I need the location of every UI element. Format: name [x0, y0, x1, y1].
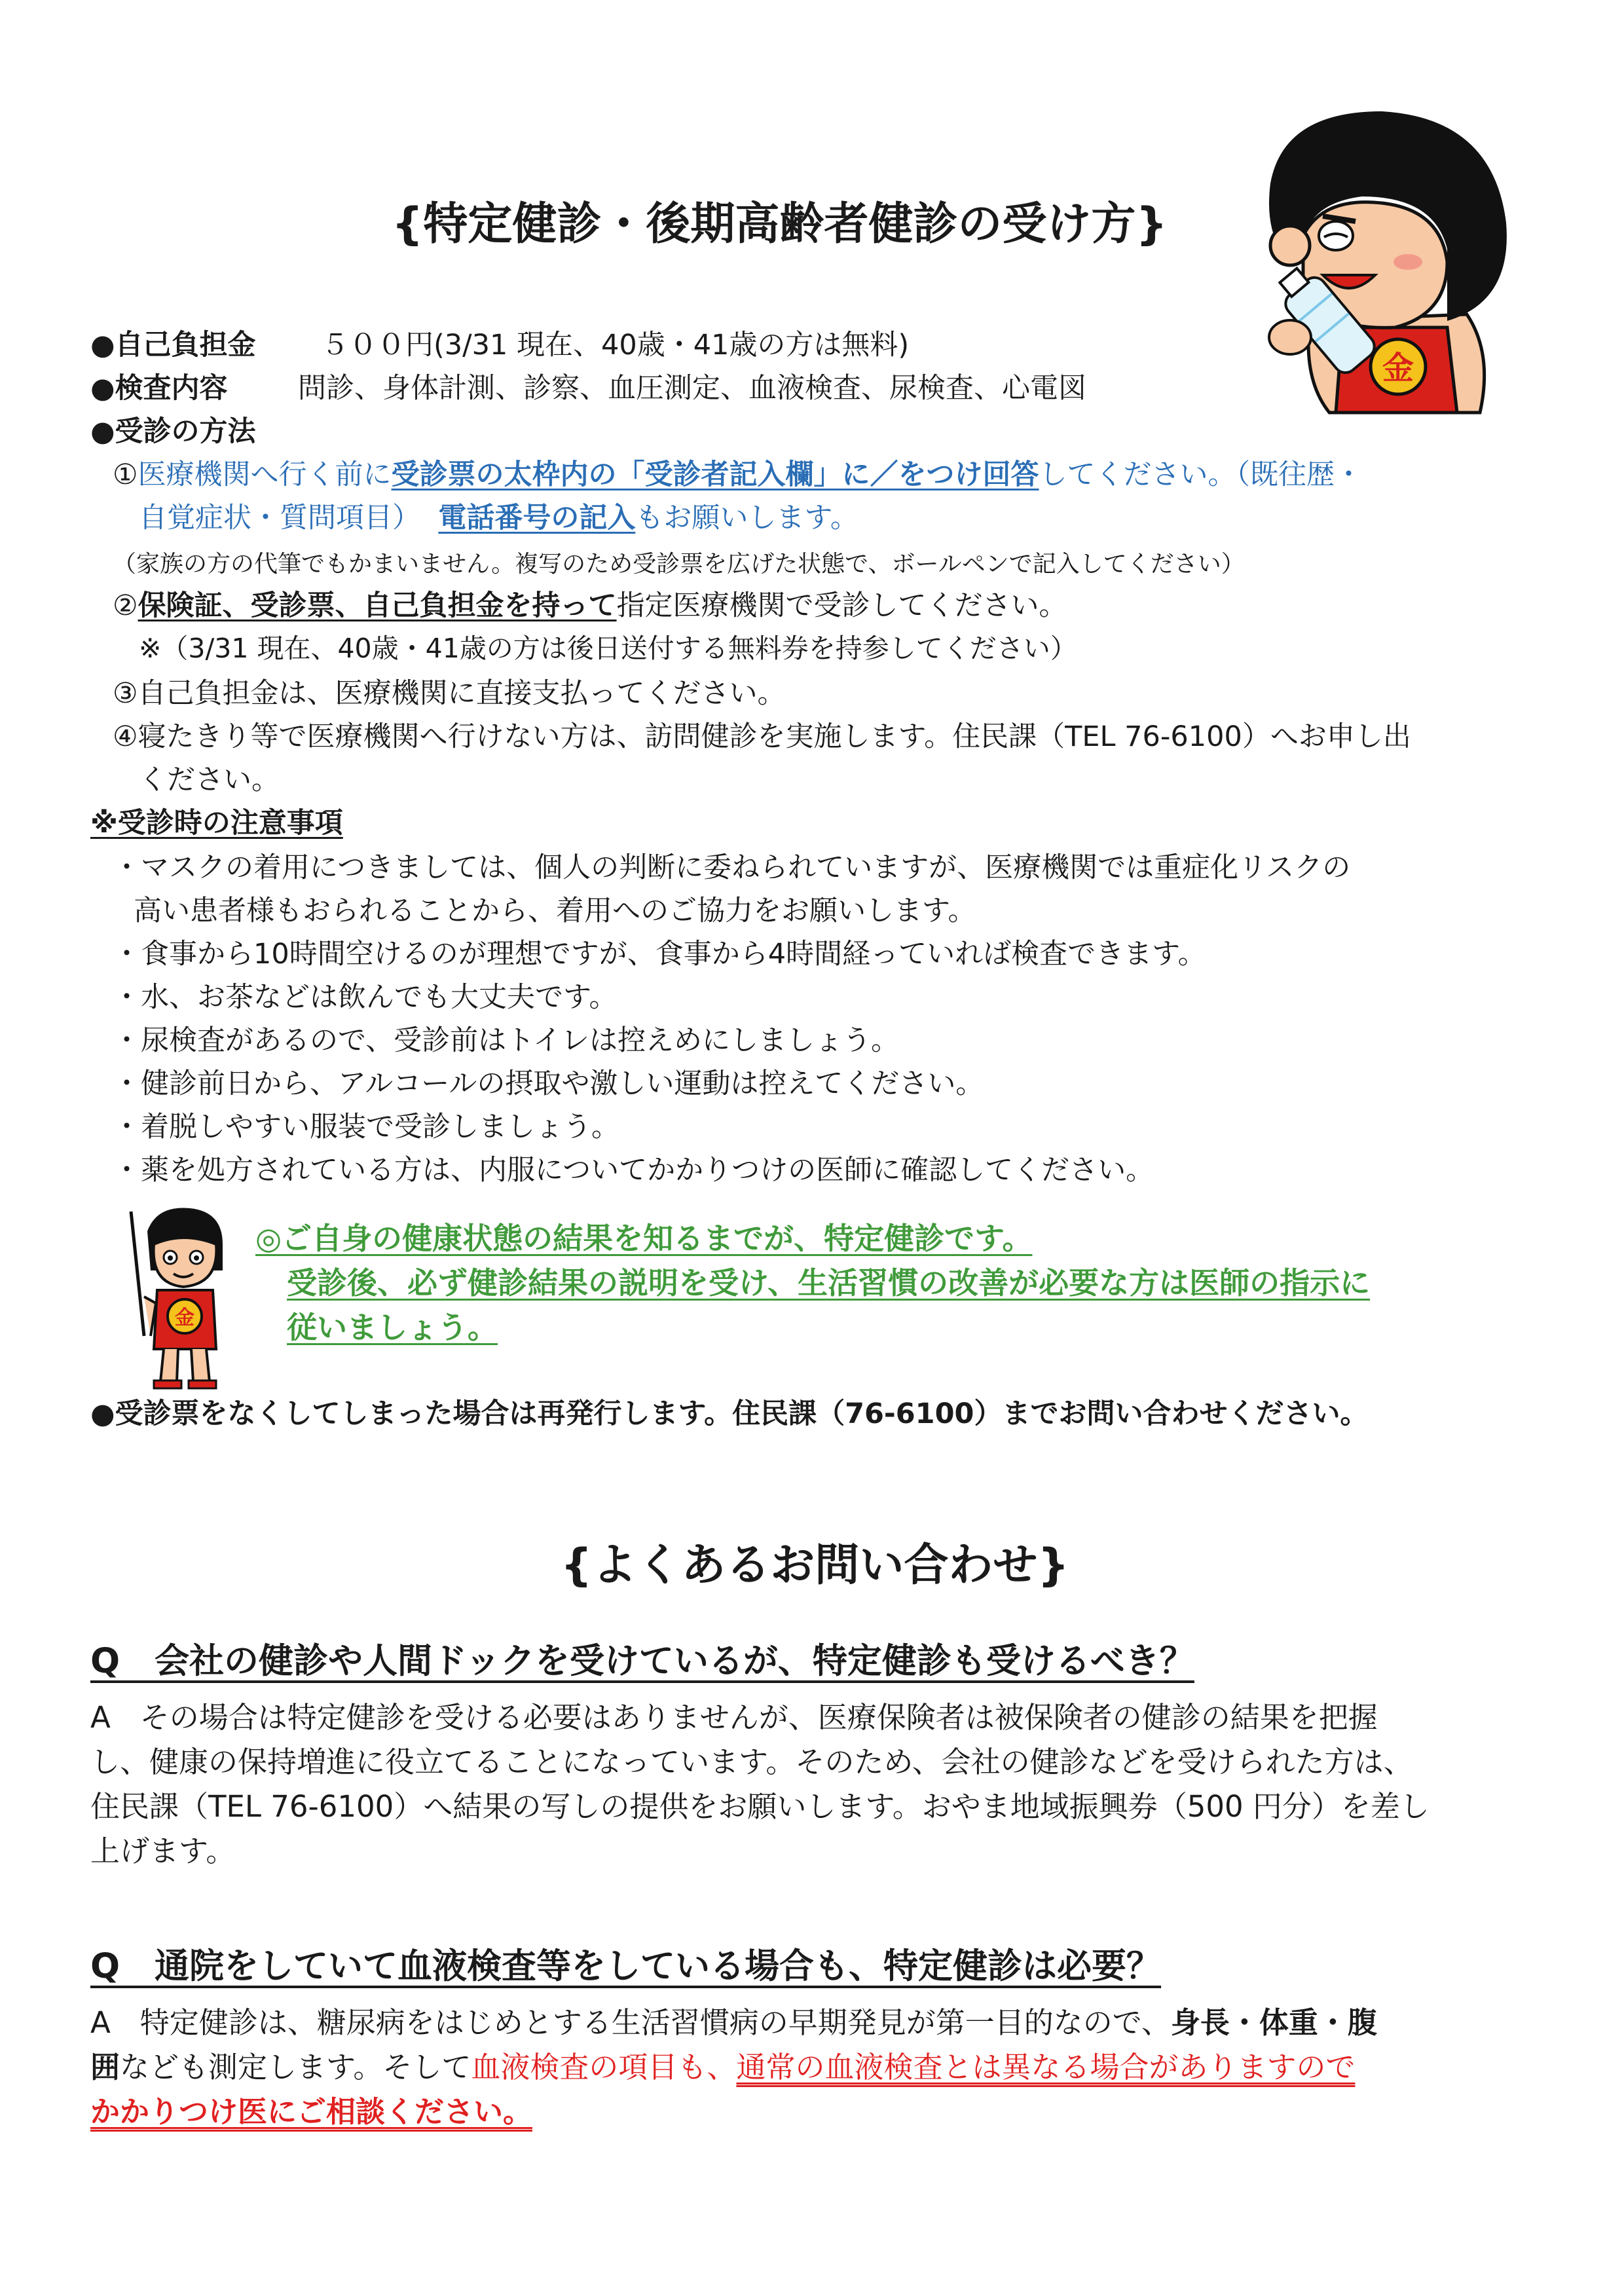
exam-label: ●検査内容 — [90, 372, 228, 405]
caution-item: ・尿検査があるので、受診前はトイレは控えめにしましょう。 — [113, 1024, 899, 1057]
highlight-line-1: ◎ご自身の健康状態の結果を知るまでが、特定健診です。 — [255, 1221, 1033, 1256]
lost-ticket-notice: ●受診票をなくしてしまった場合は再発行します。住民課（76-6100）までお問い合わせください。 — [90, 1398, 1369, 1430]
item-1-number: ① — [113, 458, 138, 491]
fee-label: ●自己負担金 — [90, 329, 256, 361]
highlight-line-3: 従いましょう。 — [287, 1310, 498, 1345]
method-item-4-line-1: ④寝たきり等で医療機関へ行けない方は、訪問健診を実施します。住民課（TEL 76-6100）へお申し出 — [113, 720, 1411, 753]
item-2-number: ② — [113, 589, 138, 622]
faq-answer-2-line-3: かかりつけ医にご相談ください。 — [90, 2094, 533, 2129]
page-title: {特定健診・後期高齢者健診の受け方} — [392, 198, 1168, 250]
method-item-1-line-2 — [139, 502, 858, 536]
faq-answer-2-line-1 — [90, 2005, 1377, 2041]
faq-answer-2-text-b: なども測定します。そして — [120, 2050, 471, 2084]
method-note: （家族の方の代筆でもかまいません。複写のため受診票を広げた状態で、ボールペンで記入してください） — [113, 551, 1245, 578]
mascot-pointer-illustration — [118, 1205, 242, 1395]
faq-answer-2-emphasis-a: 身長・体重・腹 — [1170, 2005, 1377, 2040]
faq-answer-1-line-3: 住民課（TEL 76-6100）へ結果の写しの提供をお願いします。おやま地域振興券（500 円分）を差し — [90, 1789, 1430, 1824]
faq-question-1: Q 会社の健診や人間ドックを受けているが、特定健診も受けるべき？ — [90, 1641, 1194, 1681]
faq-answer-1-line-4: 上げます。 — [90, 1834, 236, 1868]
mascot-badge-text: 金 — [175, 1306, 194, 1329]
method-item-3: ③自己負担金は、医療機関に直接支払ってください。 — [113, 677, 786, 710]
caution-item: ・食事から10時間空けるのが理想ですが、食事から4時間経っていれば検査できます。 — [113, 938, 1206, 971]
item-2-emphasis: 保険証、受診票、自己負担金を持って — [138, 589, 617, 622]
faq-answer-2-emphasis-b: 囲 — [90, 2050, 120, 2084]
highlight-line-2: 受診後、必ず健診結果の説明を受け、生活習慣の改善が必要な方は医師の指示に — [287, 1265, 1371, 1301]
cautions-heading: ※受診時の注意事項 — [90, 807, 343, 840]
caution-item: ・健診前日から、アルコールの摂取や激しい運動は控えてください。 — [113, 1067, 984, 1100]
item-1-phone-emphasis: 電話番号の記入 — [438, 502, 636, 534]
caution-item: ・マスクの着用につきましては、個人の判断に委ねられていますが、医療機関では重症化リスクの — [113, 851, 1351, 884]
faq-answer-2-red-a: 血液検査の項目も、 — [471, 2050, 737, 2084]
faq-title: {よくあるお問い合わせ} — [561, 1540, 1069, 1591]
method-item-2-note: ※（3/31 現在、40歳・41歳の方は後日送付する無料券を持参してください） — [139, 633, 1077, 664]
fee-value: ５００円(3/31 現在、40歳・41歳の方は無料) — [321, 329, 910, 361]
faq-answer-2-red-b: 通常の血液検査とは異なる場合がありますので — [736, 2050, 1356, 2084]
faq-answer-2-text-a: A 特定健診は、糖尿病をはじめとする生活習慣病の早期発見が第一目的なので、 — [90, 2005, 1171, 2040]
caution-item: ・薬を処方されている方は、内服についてかかりつけの医師に確認してください。 — [113, 1154, 1154, 1187]
faq-answer-2-line-2 — [90, 2050, 1355, 2085]
faq-answer-1-line-2: し、健康の保持増進に役立てることになっています。そのため、会社の健診などを受けられた方は、 — [90, 1745, 1413, 1779]
item-1-emphasis: 受診票の太枠内の「受診者記入欄」に／をつけ回答 — [391, 458, 1039, 491]
caution-item: 高い患者様もおられることから、着用へのご協力をお願いします。 — [134, 895, 976, 927]
caution-item: ・着脱しやすい服装で受診しましょう。 — [113, 1111, 619, 1143]
method-item-1-line-1 — [113, 458, 1363, 492]
method-item-2 — [113, 589, 1067, 623]
method-label: ●受診の方法 — [90, 415, 256, 448]
caution-item: ・水、お茶などは飲んでも大丈夫です。 — [113, 981, 618, 1014]
exam-value: 問診、身体計測、診察、血圧測定、血液検査、尿検査、心電図 — [298, 372, 1086, 405]
mascot-badge-text: 金 — [1382, 350, 1414, 386]
item-2-text: 指定医療機関で受診してください。 — [616, 589, 1067, 622]
faq-answer-1-line-1: A その場合は特定健診を受ける必要はありませんが、医療保険者は被保険者の健診の結果を把握 — [90, 1700, 1378, 1735]
item-1-text-a: 医療機関へ行く前に — [138, 458, 392, 491]
item-1-text-d: もお願いします。 — [635, 502, 858, 534]
item-1-text-c: 自覚症状・質問項目） — [139, 502, 420, 534]
item-1-text-b: してください。（既往歴・ — [1039, 458, 1363, 491]
method-item-4-line-2: ください。 — [139, 764, 280, 796]
faq-question-2: Q 通院をしていて血液検査等をしている場合も、特定健診は必要？ — [90, 1946, 1162, 1986]
mascot-drinking-illustration — [1231, 105, 1519, 419]
